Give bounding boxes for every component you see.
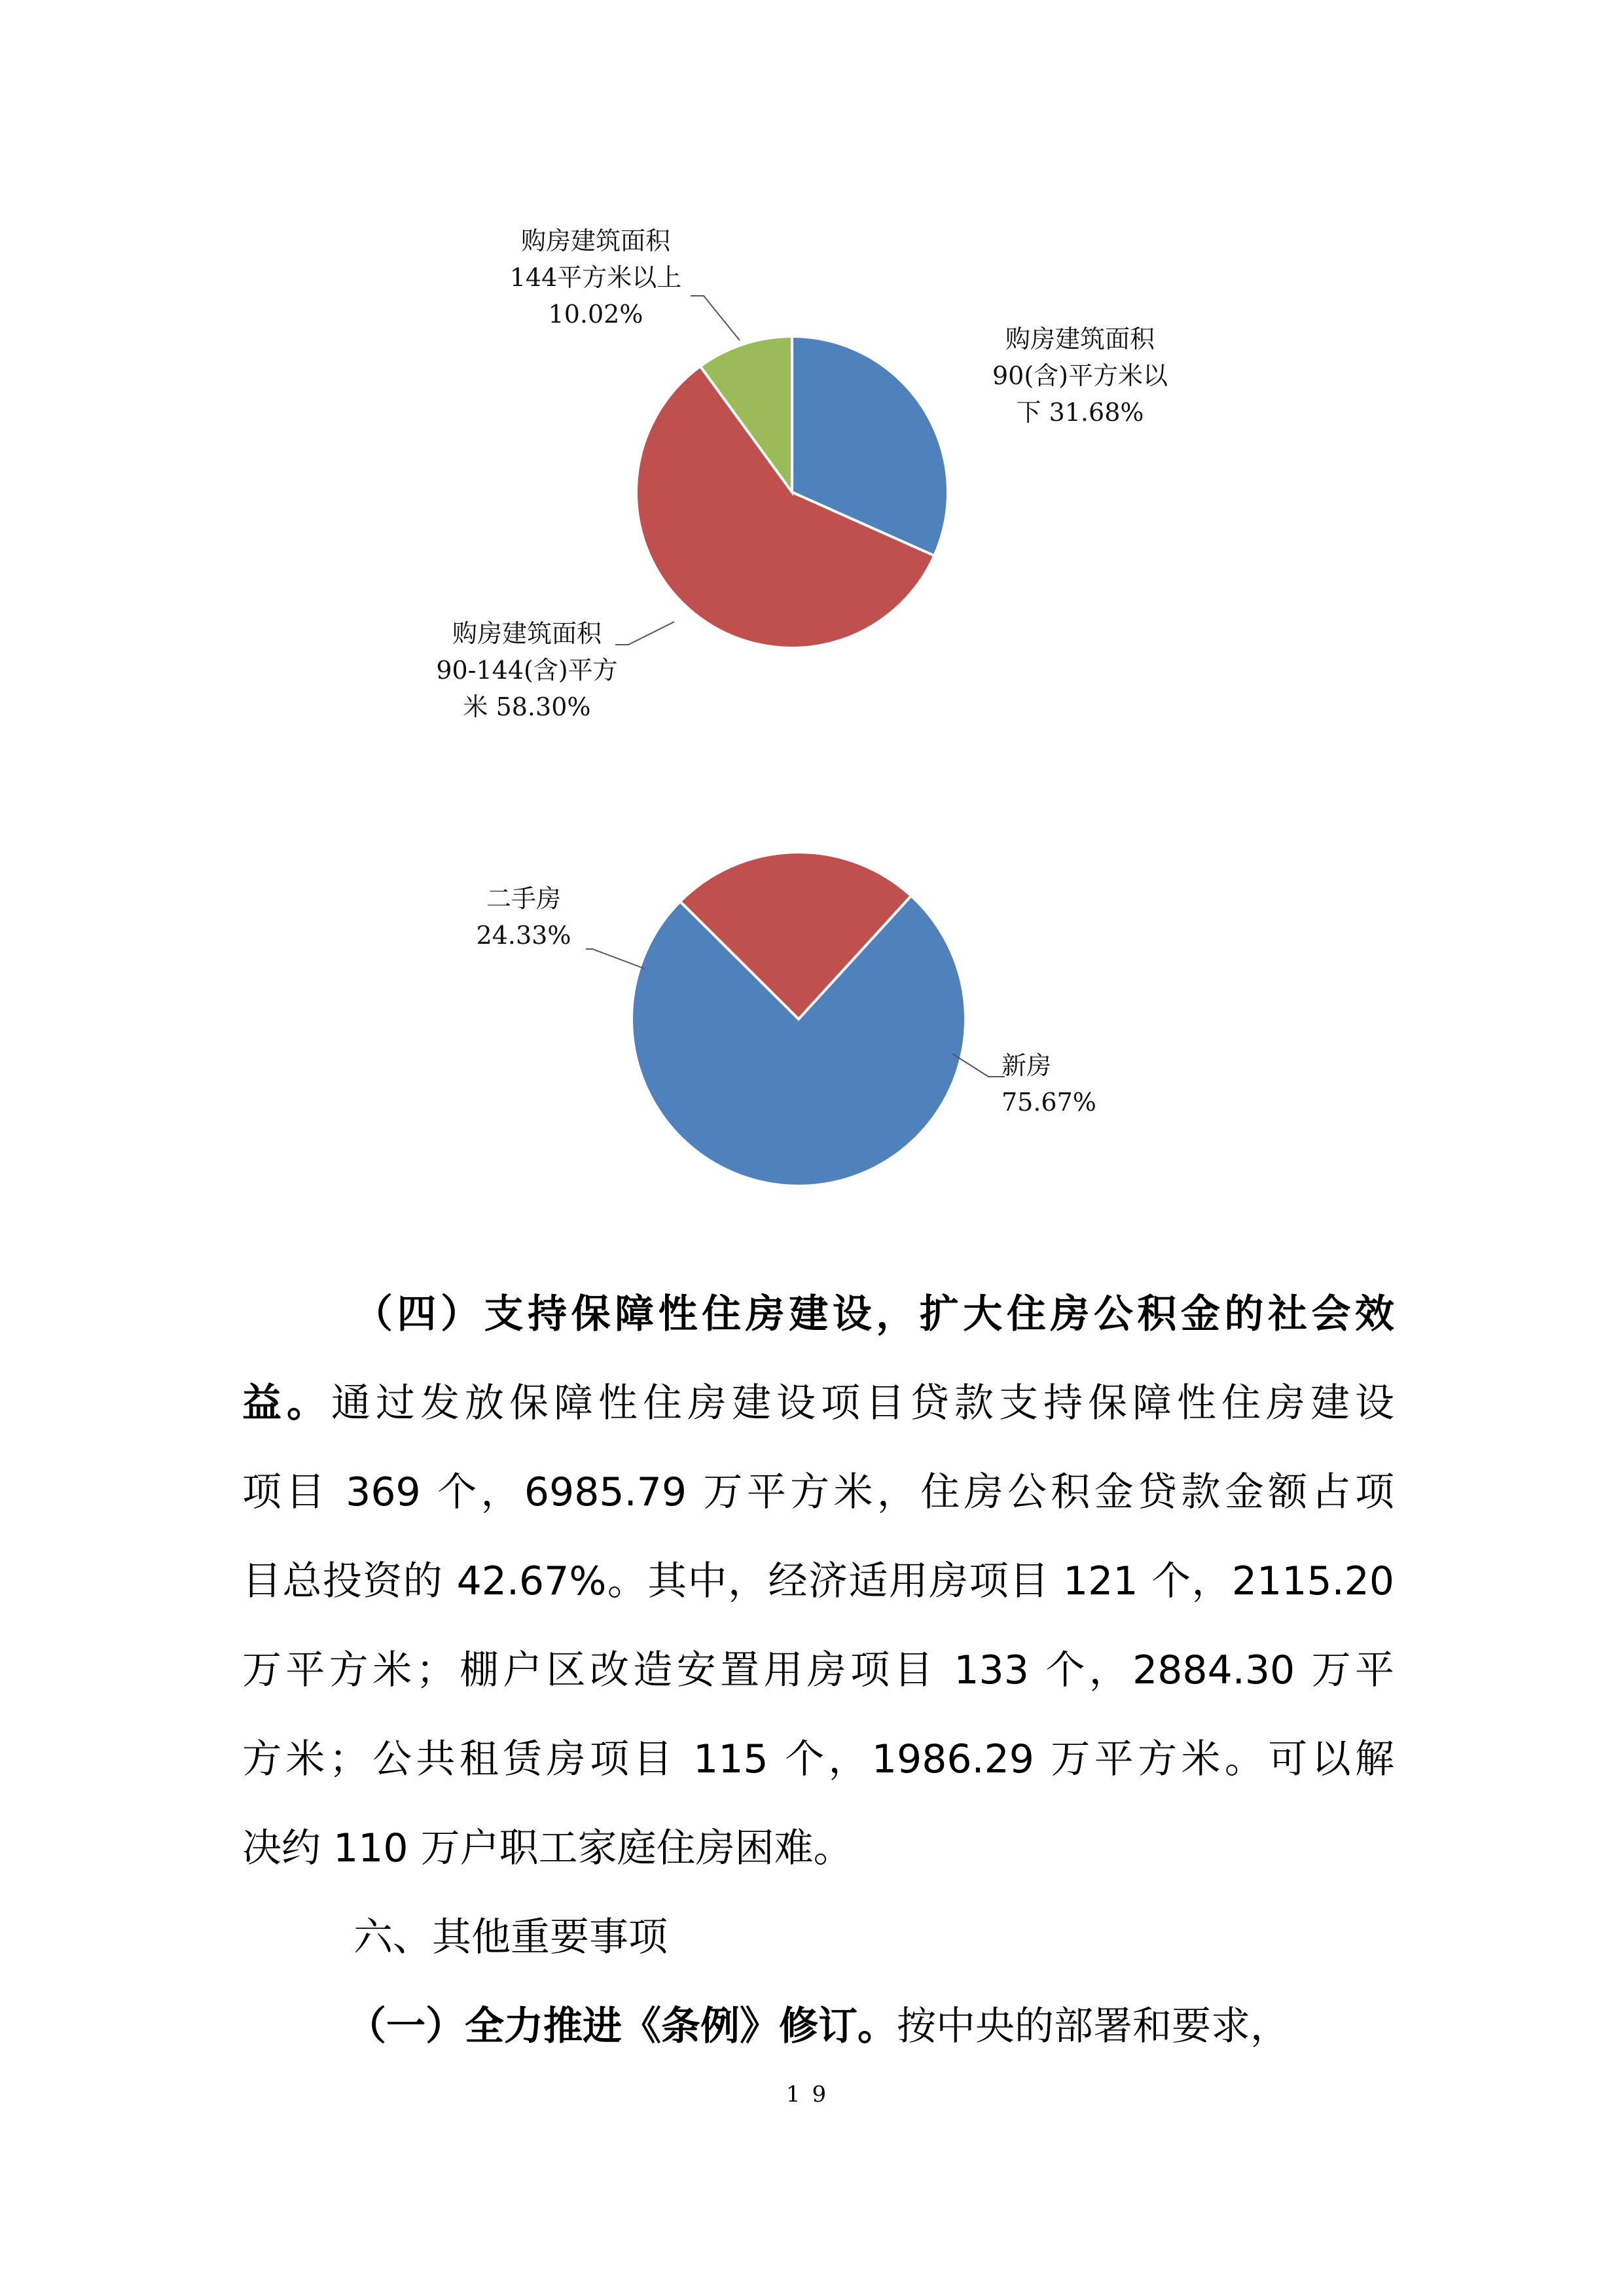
para-text: 目总投资的 42.67%。其中，经济适用房项目 121 个，2115.20 xyxy=(242,1558,1394,1604)
section-6-heading: 六、其他重要事项 xyxy=(353,1914,668,1960)
pie-chart-1-svg xyxy=(0,196,1624,759)
label-slice-new xyxy=(1001,1047,1132,1121)
label-line: 米 58.30% xyxy=(463,692,591,721)
label-line: 90(含)平方米以 xyxy=(992,361,1168,390)
label-line: 10.02% xyxy=(548,300,643,329)
para-line xyxy=(242,1270,1394,1359)
label-line: 购房建筑面积 xyxy=(1005,325,1155,353)
para-text: 方米；公共租赁房项目 115 个，1986.29 万平方米。可以解 xyxy=(242,1736,1394,1782)
label-line: 二手房 xyxy=(486,884,561,913)
label-line: 购房建筑面积 xyxy=(452,619,602,648)
para-line xyxy=(242,1537,1394,1626)
label-slice-90-below xyxy=(962,321,1198,431)
para-line xyxy=(242,1626,1394,1715)
para-text: 决约 110 万户职工家庭住房困难。 xyxy=(242,1825,853,1871)
pie-chart-2-svg xyxy=(0,818,1624,1211)
para-text: 项目 369 个，6985.79 万平方米，住房公积金贷款金额占项 xyxy=(242,1469,1394,1515)
para-bold-text: 益。 xyxy=(242,1380,331,1426)
label-slice-second-hand xyxy=(458,880,589,954)
label-line: 新房 xyxy=(1001,1051,1052,1080)
para-text: 通过发放保障性住房建设项目贷款支持保障性住房建设 xyxy=(331,1380,1394,1426)
label-line: 下 31.68% xyxy=(1016,398,1144,427)
page-number: 19 xyxy=(785,2081,839,2108)
label-slice-90-144 xyxy=(406,615,648,725)
pie-chart-new-vs-second-hand xyxy=(0,818,1624,1211)
label-line: 90-144(含)平方 xyxy=(436,656,618,685)
para-line xyxy=(242,1359,1394,1448)
label-line: 75.67% xyxy=(1001,1088,1096,1117)
sub-heading-bold: （一）全力推进《条例》修订。 xyxy=(347,2003,897,2049)
para-line xyxy=(242,1715,1394,1804)
para-line xyxy=(242,1804,1394,1893)
section-4-paragraph xyxy=(242,1270,1394,1893)
pie-chart-area-distribution xyxy=(0,196,1624,759)
section-6-sub-heading xyxy=(347,1982,1290,2071)
label-line: 购房建筑面积 xyxy=(520,226,670,255)
label-slice-144-above xyxy=(478,223,713,332)
label-line: 24.33% xyxy=(476,921,571,950)
para-line xyxy=(242,1448,1394,1537)
sub-heading-text: 按中央的部署和要求， xyxy=(897,2003,1290,2049)
para-text: 万平方米；棚户区改造安置用房项目 133 个，2884.30 万平 xyxy=(242,1647,1394,1693)
para-bold-text: （四）支持保障性住房建设，扩大住房公积金的社会效 xyxy=(353,1291,1394,1337)
label-line: 144平方米以上 xyxy=(509,263,682,292)
leader-line xyxy=(586,949,645,969)
